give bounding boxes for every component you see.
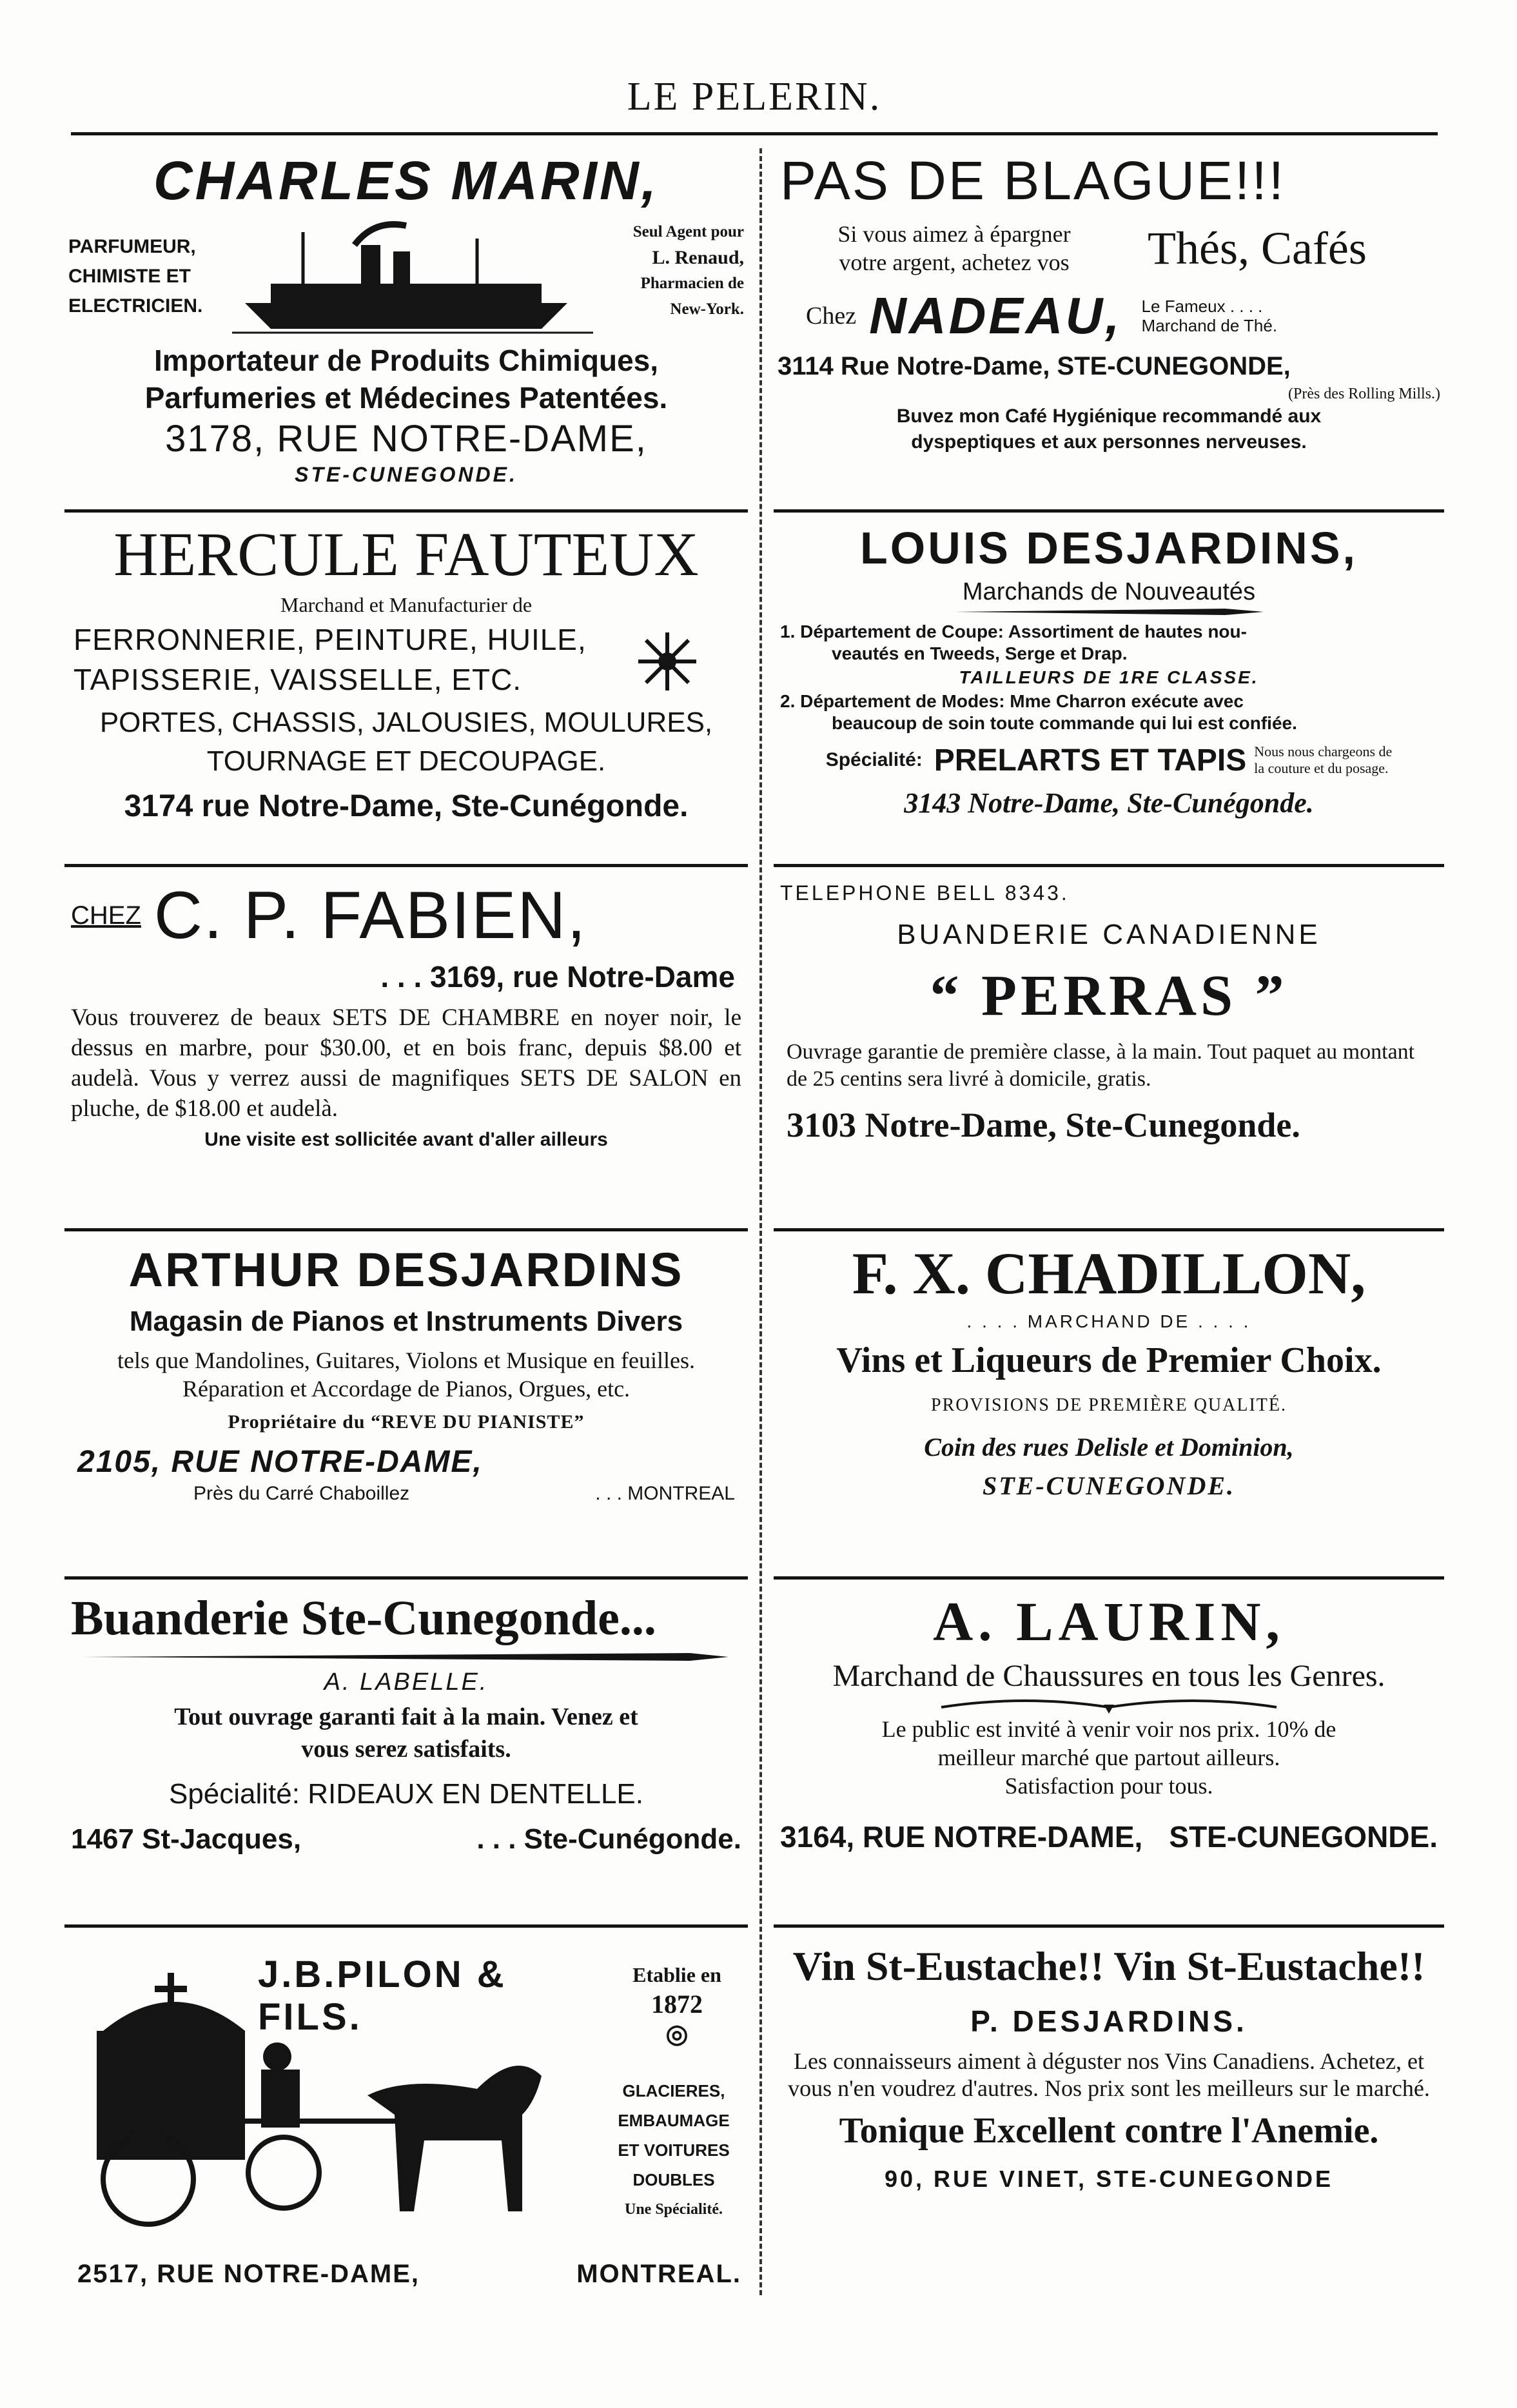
eustache-name: P. DESJARDINS. (970, 2004, 1248, 2038)
marin-agent: Seul Agent pour L. Renaud, Pharmacien de New-York. (632, 223, 744, 318)
ad-a-laurin (774, 1586, 1444, 1921)
laurin-address (774, 1800, 1444, 1854)
star-ornament-icon (632, 626, 703, 697)
chadillon-line4: STE-CUNEGONDE. (982, 1471, 1236, 1500)
ldesjardins-address: 3143 Notre-Dame, Ste-Cunégonde. (904, 787, 1314, 819)
nadeau-products: Thés, Cafés (1148, 222, 1367, 274)
ad-vin-st-eustache (774, 1934, 1444, 2302)
marin-line2: Parfumeries et Médecines Patentées. (144, 381, 668, 415)
eustache-tonic: Tonique Excellent contre l'Anemie. (839, 2111, 1379, 2151)
divider (64, 1228, 748, 1231)
marin-address: 3178, RUE NOTRE-DAME, (165, 418, 647, 460)
flourish-line (84, 1650, 729, 1663)
fauteux-line4: TOURNAGE ET DECOUPAGE. (206, 745, 606, 777)
labelle-owner: A. LABELLE. (324, 1669, 489, 1696)
ldesjardins-spec: PRELARTS ET TAPIS (934, 743, 1247, 778)
page-header: LE PELERIN. (627, 75, 882, 119)
column-divider (759, 148, 762, 2295)
perras-title: BUANDERIE CANADIENNE (897, 919, 1321, 950)
flourish-line (935, 1696, 1283, 1715)
ad-nadeau (774, 148, 1444, 496)
divider (64, 509, 748, 513)
labelle-spec: Spécialité: RIDEAUX EN DENTELLE. (168, 1778, 644, 1810)
ad-title: A. LAURIN, (933, 1591, 1285, 1652)
ad-title: Buanderie Ste-Cunegonde... (71, 1591, 656, 1645)
fauteux-sub: Marchand et Manufacturier de (280, 593, 533, 616)
nadeau-near: (Près des Rolling Mills.) (1287, 386, 1440, 402)
adesjardins-city: . . . MONTREAL (595, 1483, 735, 1504)
ad-title: C. P. FABIEN, (153, 877, 587, 953)
divider (64, 1924, 748, 1928)
laurin-sub: Marchand de Chaussures en tous les Genres. (832, 1659, 1385, 1693)
ad-perras (774, 874, 1444, 1222)
ad-jb-pilon (64, 1934, 748, 2302)
ad-louis-desjardins (774, 519, 1444, 854)
perras-address: 3103 Notre-Dame, Ste-Cunegonde. (787, 1106, 1300, 1144)
ad-title: F. X. CHADILLON, (852, 1240, 1366, 1306)
flourish-line (954, 607, 1264, 617)
labelle-address (64, 1823, 748, 1855)
ad-title: CHARLES MARIN, (153, 150, 659, 211)
ad-title: PAS DE BLAGUE!!! (780, 150, 1286, 211)
pilon-city: MONTREAL. (576, 2260, 741, 2288)
chadillon-sub: . . . . MARCHAND DE . . . . (966, 1311, 1251, 1331)
laurin-line3: Satisfaction pour tous. (1004, 1773, 1213, 1799)
laurin-line2: meilleur marché que partout ailleurs. (937, 1745, 1280, 1770)
fabien-body: Vous trouverez de beaux SETS DE CHAMBRE en noyer noir, le dessus en marbre, pour $30.00, et en bois franc, depuis $8.00 et audelà. Vous y verrez aussi de magnifiques SETS DE SALON en pluche, de $18.00 et audelà. (71, 1004, 741, 1122)
adesjardins-address: 2105, RUE NOTRE-DAME, (77, 1445, 483, 1479)
fabien-visit: Une visite est sollicitée avant d'aller ailleurs (204, 1129, 608, 1150)
labelle-line2: vous serez satisfaits. (301, 1736, 511, 1763)
ad-title: “ PERRAS ” (930, 964, 1288, 1028)
laurin-addr2: STE-CUNEGONDE. (1169, 1820, 1438, 1854)
adesjardins-footer (64, 1483, 748, 1505)
adesjardins-sub: Magasin de Pianos et Instruments Divers (129, 1306, 683, 1337)
fauteux-line3: PORTES, CHASSIS, JALOUSIES, MOULURES, (99, 707, 713, 738)
steamboat-illustration (232, 219, 593, 342)
divider (774, 1924, 1444, 1928)
ad-title: HERCULE FAUTEUX (113, 520, 699, 589)
hearse-carriage-illustration (77, 1960, 593, 2250)
pilon-footer (77, 2260, 741, 2289)
laurin-line1: Le public est invité à venir voir nos prix. 10% de (881, 1716, 1336, 1742)
fauteux-goods: FERRONNERIE, PEINTURE, HUILE, TAPISSERIE, VAISSELLE, ETC. (73, 623, 587, 696)
adesjardins-body: tels que Mandolines, Guitares, Violons et Musique en feuilles. Réparation et Accordage de Pianos, Orgues, etc. (117, 1347, 696, 1402)
pilon-established: Etablie en 1872 ◎ (632, 1963, 721, 2048)
ad-title: LOUIS DESJARDINS, (860, 523, 1358, 573)
nadeau-intro: Si vous aimez à épargner votre argent, achetez vos (837, 221, 1071, 275)
divider (774, 864, 1444, 867)
divider (774, 1576, 1444, 1580)
divider (64, 864, 748, 867)
pilon-address: 2517, RUE NOTRE-DAME, (77, 2260, 420, 2288)
divider (774, 1228, 1444, 1231)
ad-title: ARTHUR DESJARDINS (128, 1243, 684, 1297)
ad-title: Vin St-Eustache!! Vin St-Eustache!! (792, 1943, 1425, 1989)
ldesjardins-spec-note: Nous nous chargeons de la couture et du posage. (1254, 743, 1393, 776)
nadeau-note1: Buvez mon Café Hygiénique recommandé aux (896, 406, 1322, 427)
marin-line1: Importateur de Produits Chimiques, (153, 344, 659, 377)
nadeau-famous: Le Fameux . . . . Marchand de Thé. (1141, 297, 1278, 335)
fabien-address: . . . 3169, rue Notre-Dame (380, 960, 735, 994)
pilon-services: GLACIERES, EMBAUMAGE ET VOITURES DOUBLES Une Spécialité. (618, 2081, 730, 2218)
ad-fx-chadillon (774, 1238, 1444, 1573)
ad-charles-marin (64, 148, 748, 496)
perras-body: Ouvrage garantie de première classe, à la main. Tout paquet au montant de 25 centins sera livré à domicile, gratis. (787, 1040, 1415, 1091)
fabien-chez: CHEZ (71, 901, 141, 930)
eustache-body: Les connaisseurs aiment à déguster nos Vins Canadiens. Achetez, et vous n'en voudrez d'autres. Nos prix sont les meilleurs sur le marché. (788, 2048, 1430, 2101)
marin-city: STE-CUNEGONDE. (295, 463, 518, 486)
marin-trades: PARFUMEUR, CHIMISTE ET ELECTRICIEN. (68, 236, 203, 317)
header-rule (71, 132, 1438, 135)
adesjardins-near: Près du Carré Chaboillez (193, 1483, 410, 1504)
ad-arthur-desjardins (64, 1238, 748, 1573)
chadillon-line3: Coin des rues Delisle et Dominion, (924, 1433, 1294, 1462)
nadeau-note2: dyspeptiques et aux personnes nerveuses. (911, 431, 1307, 453)
divider (64, 1576, 748, 1580)
perras-phone: TELEPHONE BELL 8343. (780, 881, 1070, 905)
labelle-addr2: . . . Ste-Cunégonde. (476, 1823, 741, 1855)
nadeau-address: 3114 Rue Notre-Dame, STE-CUNEGONDE, (778, 352, 1291, 380)
ad-title: J.B.PILON & FILS. (258, 1953, 507, 2038)
chadillon-line2: PROVISIONS DE PREMIÈRE QUALITÉ. (931, 1395, 1287, 1415)
ad-buanderie-ste-cunegonde (64, 1586, 748, 1921)
adesjardins-owner: Propriétaire du “REVE DU PIANISTE” (228, 1411, 585, 1433)
ad-cp-fabien (64, 874, 748, 1222)
ldesjardins-dept1: 1. Département de Coupe: Assortiment de hautes nou- veautés en Tweeds, Serge et Drap. (780, 622, 1247, 663)
ad-hercule-fauteux (64, 519, 748, 854)
laurin-addr1: 3164, RUE NOTRE-DAME, (780, 1820, 1143, 1854)
labelle-line1: Tout ouvrage garanti fait à la main. Venez et (174, 1703, 638, 1730)
ldesjardins-sub: Marchands de Nouveautés (962, 578, 1256, 605)
ldesjardins-spec-label: Spécialité: (825, 749, 923, 770)
fauteux-address: 3174 rue Notre-Dame, Ste-Cunégonde. (124, 789, 689, 823)
chadillon-line1: Vins et Liqueurs de Premier Choix. (836, 1340, 1382, 1380)
ldesjardins-dept2: 2. Département de Modes: Mme Charron exécute avec beaucoup de soin toute commande qui lui est confiée. (780, 691, 1297, 733)
eustache-address: 90, RUE VINET, STE-CUNEGONDE (884, 2166, 1334, 2192)
divider (774, 509, 1444, 513)
nadeau-chez: Chez (806, 302, 857, 329)
ldesjardins-tailleurs: TAILLEURS DE 1RE CLASSE. (959, 667, 1259, 687)
labelle-addr1: 1467 St-Jacques, (71, 1823, 302, 1855)
nadeau-name: NADEAU, (869, 287, 1122, 344)
